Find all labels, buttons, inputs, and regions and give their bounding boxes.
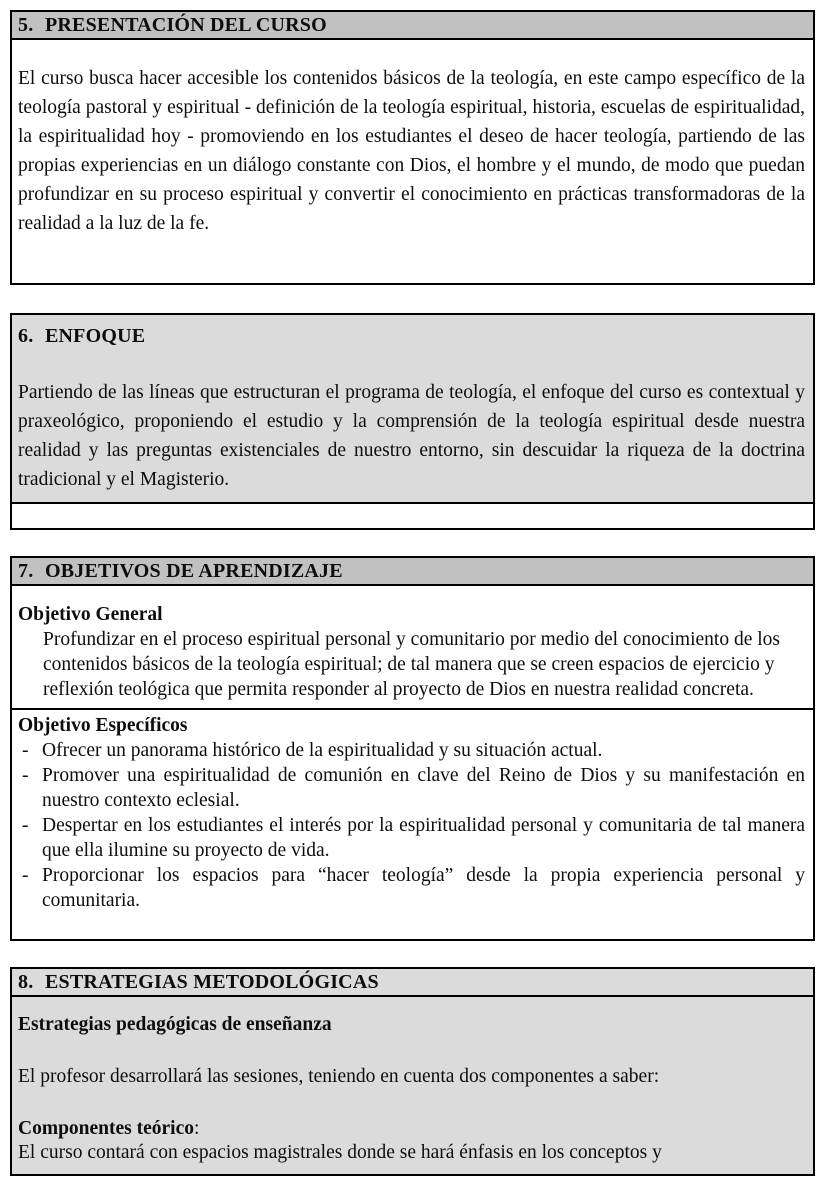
section-estrategias-metodologicas [10, 967, 815, 1176]
empty-row [12, 504, 813, 528]
componentes-teorico-heading [18, 1117, 805, 1141]
list-item [18, 763, 805, 813]
list-item-text: Despertar en los estudiantes el interés por la espiritualidad personal y comunitaria de tal manera que ella ilumine su proyecto de vida. [42, 815, 805, 861]
section-number: 5. [18, 13, 34, 36]
section-presentacion-del-curso [10, 10, 815, 285]
dash-bullet: - [22, 815, 29, 836]
dash-bullet: - [22, 765, 29, 786]
section-objetivos-header [12, 558, 813, 586]
objetivo-general-row [12, 586, 813, 708]
list-item [18, 863, 805, 913]
list-item [18, 738, 805, 763]
list-item-text: Ofrecer un panorama histórico de la espiritualidad y su situación actual. [42, 740, 603, 761]
section-title: ESTRATEGIAS METODOLÓGICAS [45, 970, 379, 993]
section-number: 6. [18, 325, 34, 347]
section-title: ENFOQUE [45, 325, 146, 347]
profesor-paragraph: El profesor desarrollará las sesiones, teniendo en cuenta dos componentes a saber: [18, 1066, 660, 1087]
objetivo-general-paragraph: Profundizar en el proceso espiritual personal y comunitario por medio del conocimiento de los contenidos básicos de la teología espiritual; de tal manera que se creen espacios de ejercicio y reflexión teológica que permita responder al proyecto de Dios en nuestra realidad concreta. [43, 629, 781, 700]
section-presentacion-header [12, 12, 813, 40]
list-item-text: Proporcionar los espacios para “hacer teología” desde la propia experiencia personal y comunitaria. [42, 865, 805, 911]
curso-paragraph: El curso contará con espacios magistrales donde se hará énfasis en los conceptos y [18, 1142, 662, 1163]
colon: : [194, 1118, 200, 1139]
section-objetivos-de-aprendizaje [10, 556, 815, 941]
list-item [18, 813, 805, 863]
dash-bullet: - [22, 865, 29, 886]
presentacion-paragraph: El curso busca hacer accesible los contenidos básicos de la teología, en este campo específico de la teología pastoral y espiritual - definición de la teología espiritual, historia, escuelas de espiritualidad, la espiritualidad hoy - promoviendo en los estudiantes el deseo de hacer teología, partiendo de las propias experiencias en un diálogo constante con Dios, el hombre y el mundo, de modo que puedan profundizar en su proceso espiritual y convertir el conocimiento en prácticas transformadoras de la realidad a la luz de la fe. [18, 68, 805, 234]
section-estrategias-body [12, 997, 813, 1165]
section-enfoque [10, 313, 815, 530]
section-presentacion-body [12, 40, 813, 238]
objetivo-general-heading: Objetivo General [18, 604, 163, 625]
section-estrategias-header [12, 969, 813, 997]
section-title: PRESENTACIÓN DEL CURSO [45, 13, 327, 36]
objetivo-especificos-row [12, 708, 813, 913]
objetivo-especificos-heading: Objetivo Específicos [18, 715, 188, 736]
enfoque-paragraph: Partiendo de las líneas que estructuran el programa de teología, el enfoque del curso es contextual y praxeológico, proponiendo el estudio y la comprensión de la teología espiritual desde nuestra realidad y las preguntas existenciales de nuestro entorno, sin descuidar la riqueza de la doctrina tradicional y el Magisterio. [18, 382, 805, 490]
section-number: 7. [18, 559, 34, 582]
section-enfoque-header [18, 322, 805, 351]
estrategias-pedagogicas-heading: Estrategias pedagógicas de enseñanza [18, 1014, 332, 1035]
dash-bullet: - [22, 740, 29, 761]
componentes-teorico-label: Componentes teórico [18, 1118, 195, 1139]
list-item-text: Promover una espiritualidad de comunión en clave del Reino de Dios y su manifestación en nuestro contexto eclesial. [42, 765, 805, 811]
section-title: OBJETIVOS DE APRENDIZAJE [45, 559, 343, 582]
section-number: 8. [18, 970, 34, 993]
objetivos-especificos-list [18, 738, 805, 913]
section-enfoque-cell [12, 315, 813, 504]
